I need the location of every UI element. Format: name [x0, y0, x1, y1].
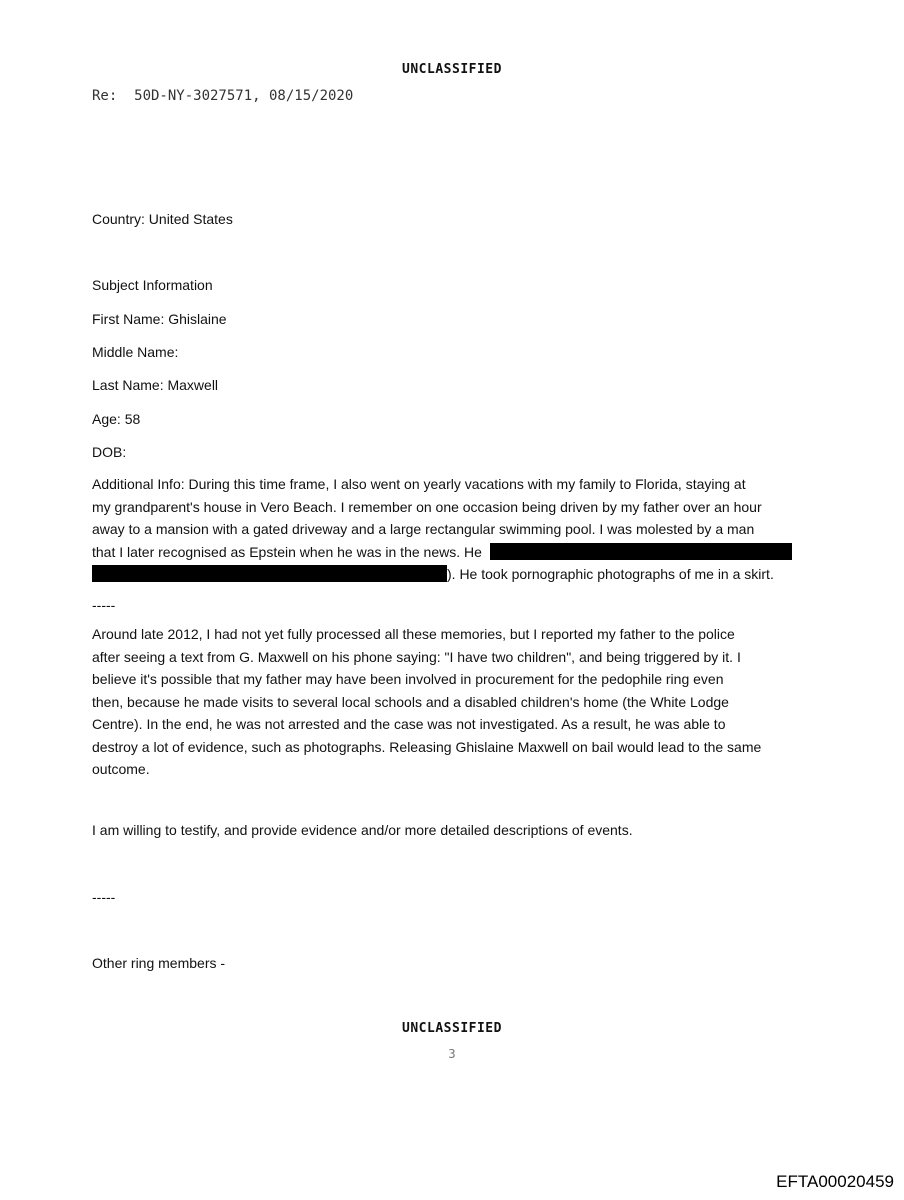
case-reference: Re: 50D-NY-3027571, 08/15/2020 — [92, 88, 354, 104]
redaction-block — [490, 543, 792, 560]
paragraph-line: after seeing a text from G. Maxwell on his phone saying: "I have two children", and being triggered by it. I — [92, 648, 741, 665]
paragraph-line: then, because he made visits to several local schools and a disabled children's home (the White Lodge — [92, 693, 729, 710]
paragraph-line-with-redaction — [92, 541, 822, 564]
dob-field: DOB: — [92, 444, 127, 460]
classification-footer: UNCLASSIFIED — [402, 1021, 502, 1036]
bates-number: EFTA00020459 — [776, 1172, 894, 1191]
middle-name-field: Middle Name: — [92, 344, 179, 360]
last-name-field: Last Name: Maxwell — [92, 377, 219, 393]
paragraph-line-text: that I later recognised as Epstein when he was in the news. He — [92, 543, 482, 560]
page-number: 3 — [448, 1047, 456, 1061]
separator: ----- — [92, 889, 116, 905]
paragraph-line: away to a mansion with a gated driveway and a large rectangular swimming pool. I was molested by a man — [92, 521, 755, 537]
paragraph-line: Centre). In the end, he was not arrested and the case was not investigated. As a result, he was able to — [92, 716, 726, 732]
paragraph-line: Around late 2012, I had not yet fully processed all these memories, but I reported my father to the police — [92, 626, 735, 642]
paragraph-line: outcome. — [92, 761, 150, 777]
separator: ----- — [92, 597, 116, 613]
paragraph-line: destroy a lot of evidence, such as photographs. Releasing Ghislaine Maxwell on bail would lead to the same — [92, 738, 762, 755]
country-field: Country: United States — [92, 211, 233, 227]
paragraph-line-with-redaction — [92, 563, 822, 586]
paragraph-line: Additional Info: During this time frame, I also went on yearly vacations with my family to Florida, staying at — [92, 476, 746, 492]
paragraph-line: believe it's possible that my father may have been involved in procurement for the pedophile ring even — [92, 671, 724, 687]
classification-header: UNCLASSIFIED — [402, 62, 502, 77]
other-ring-members: Other ring members - — [92, 955, 226, 971]
paragraph-line: my grandparent's house in Vero Beach. I remember on one occasion being driven by my father over an hour — [92, 498, 762, 515]
redaction-block — [92, 565, 447, 582]
police-report-paragraph — [92, 623, 822, 781]
testify-statement: I am willing to testify, and provide evidence and/or more detailed descriptions of events. — [92, 822, 633, 838]
section-title: Subject Information — [92, 277, 213, 293]
additional-info-paragraph — [92, 473, 822, 586]
first-name-field: First Name: Ghislaine — [92, 311, 227, 327]
age-field: Age: 58 — [92, 411, 141, 427]
paragraph-line-text: ). He took pornographic photographs of me in a skirt. — [447, 566, 774, 582]
